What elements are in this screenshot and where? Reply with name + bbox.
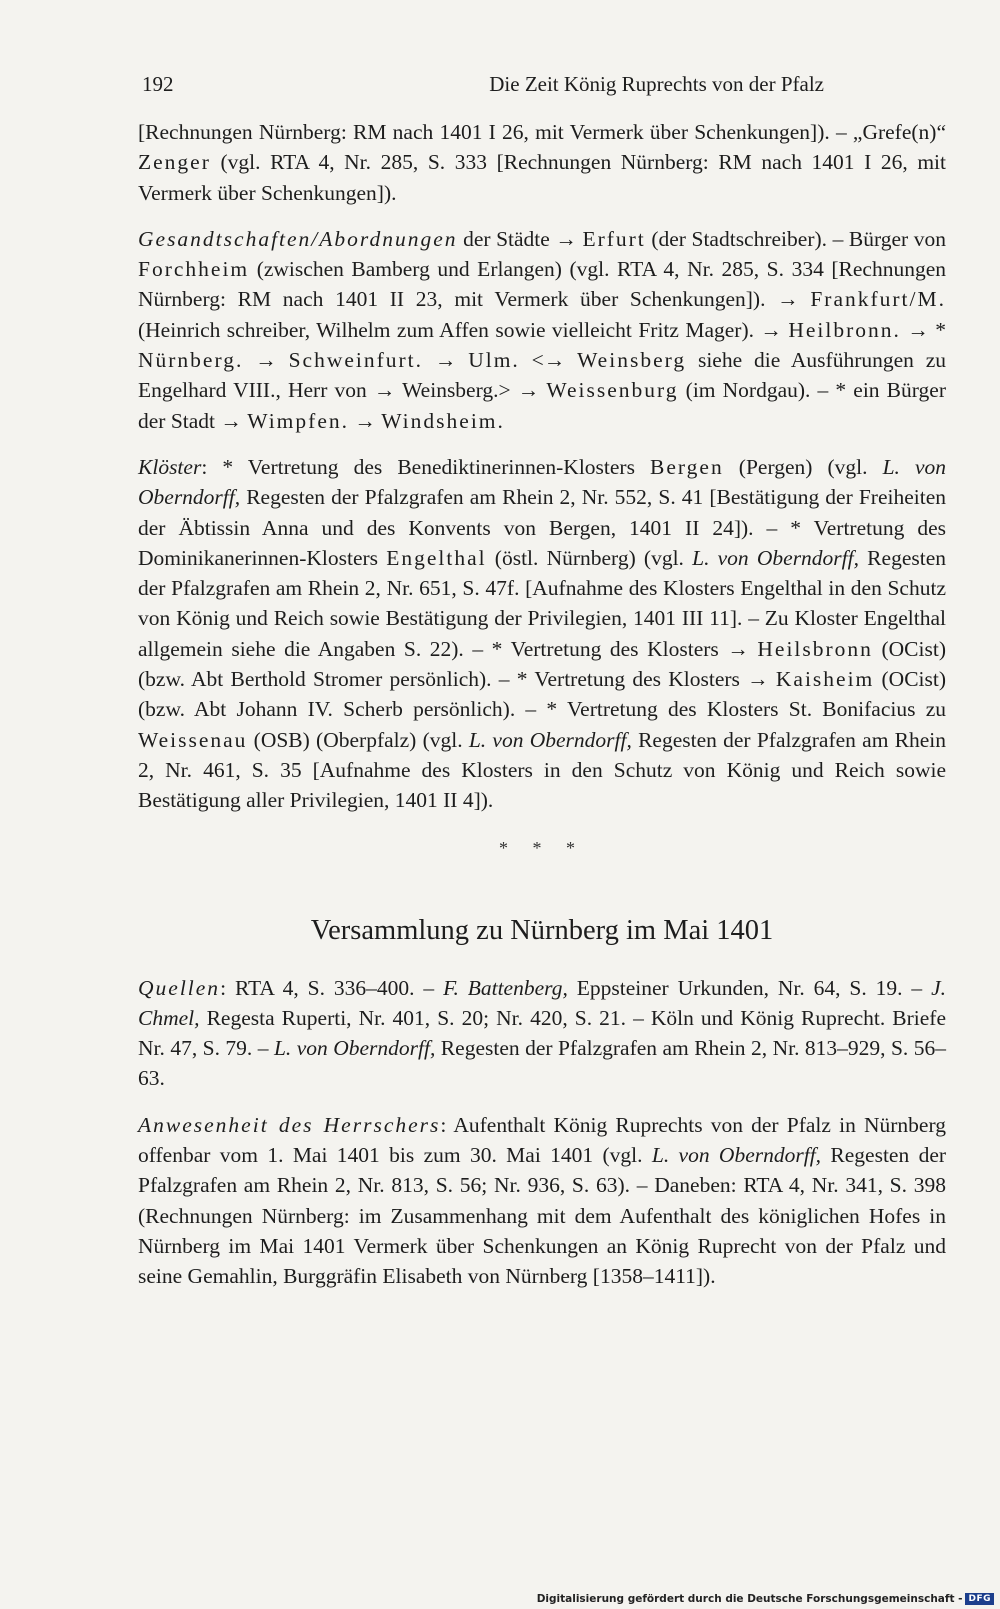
paragraph-kloester: Klöster: * Vertretung des Benediktinerinnen-Klosters Bergen (Pergen) (vgl. L. von Oberndorff, Regesten der Pfalzgrafen am Rhein 2, Nr. 552, S. 41 [Bestätigung der Freiheiten der Äbtissin Anna und des Konvents von Bergen, 1401 II 24]). – * Vertretung des Dominikanerinnen-Klosters Engelthal (östl. Nürnberg) (vgl. L. von Oberndorff, Regesten der Pfalzgrafen am Rhein 2, Nr. 651, S. 47f. [Aufnahme des Klosters Engelthal in den Schutz von König und Reich sowie Bestätigung der Privilegien, 1401 III 11]. – Zu Kloster Engelthal allgemein siehe die Angaben S. 22). – * Vertretung des Klosters → Heilsbronn (OCist) (bzw. Abt Berthold Stromer persönlich). – * Vertretung des Klosters → Kaisheim (OCist) (bzw. Abt Johann IV. Scherb persönlich). – * Vertretung des Klosters St. Bonifacius zu Weissenau (OSB) (Oberpfalz) (vgl. L. von Oberndorff, Regesten der Pfalzgrafen am Rhein 2, Nr. 461, S. 35 [Aufnahme des Klosters in den Schutz von König und Reich sowie Bestätigung aller Privilegien, 1401 II 4]).: [138, 454, 947, 813]
section-label: Anwesenheit des Herrschers: [138, 1112, 441, 1137]
footer-text: Digitalisierung gefördert durch die Deutsche Forschungsgemeinschaft -: [536, 1593, 963, 1605]
paragraph-anwesenheit: Anwesenheit des Herrschers: Aufenthalt König Ruprechts von der Pfalz in Nürnberg offenbar vom 1. Mai 1401 bis zum 30. Mai 1401 (vgl. L. von Oberndorff, Regesten der Pfalzgrafen am Rhein 2, Nr. 813, S. 56; Nr. 936, S. 63). – Daneben: RTA 4, Nr. 341, S. 398 (Rechnungen Nürnberg: im Zusammenhang mit dem Aufenthalt des königlichen Hofes in Nürnberg im Mai 1401 Vermerk über Schenkungen an König Ruprecht von der Pfalz und seine Gemahlin, Burggräfin Elisabeth von Nürnberg [1358–1411]).: [138, 1112, 947, 1289]
paragraph-1: [Rechnungen Nürnberg: RM nach 1401 I 26, mit Vermerk über Schenkungen]). – „Grefe(n)“ Zenger (vgl. RTA 4, Nr. 285, S. 333 [Rechnungen Nürnberg: RM nach 1401 I 26, mit Vermerk über Schenkungen]).: [138, 120, 946, 205]
paragraph-quellen: Quellen: RTA 4, S. 336–400. – F. Battenberg, Eppsteiner Urkunden, Nr. 64, S. 19. – J. Chmel, Regesta Ruperti, Nr. 401, S. 20; Nr. 420, S. 21. – Köln und König Ruprecht. Briefe Nr. 47, S. 79. – L. von Oberndorff, Regesten der Pfalzgrafen am Rhein 2, Nr. 813–929, S. 56–63.: [138, 975, 947, 1091]
section-label: Gesandtschaften/Abordnungen: [138, 226, 458, 251]
document-page: [138, 72, 946, 1308]
running-head: [138, 72, 946, 97]
digitization-footer: [537, 1593, 994, 1605]
paragraph-gesandtschaften: Gesandtschaften/Abordnungen der Städte → Erfurt (der Stadtschreiber). – Bürger von Forchheim (zwischen Bamberg und Erlangen) (vgl. RTA 4, Nr. 285, S. 334 [Rechnungen Nürnberg: RM nach 1401 II 23, mit Vermerk über Schenkungen]). → Frankfurt/M. (Heinrich schreiber, Wilhelm zum Affen sowie vielleicht Fritz Mager). → Heilbronn. → * Nürnberg. → Schweinfurt. → Ulm. <→ Weinsberg siehe die Ausführungen zu Engelhard VIII., Herr von → Weinsberg.> → Weissenburg (im Nordgau). – * ein Bürger der Stadt → Wimpfen. → Windsheim.: [138, 226, 947, 433]
section-heading: Versammlung zu Nürnberg im Mai 1401: [310, 914, 774, 946]
running-title: Die Zeit König Ruprechts von der Pfalz: [489, 72, 824, 96]
asterism-divider: * * *: [499, 837, 585, 858]
section-label: Quellen: [138, 975, 221, 1000]
page-number: 192: [142, 72, 174, 96]
dfg-logo-icon: DFG: [965, 1593, 994, 1605]
section-label: Klöster: [138, 454, 202, 479]
